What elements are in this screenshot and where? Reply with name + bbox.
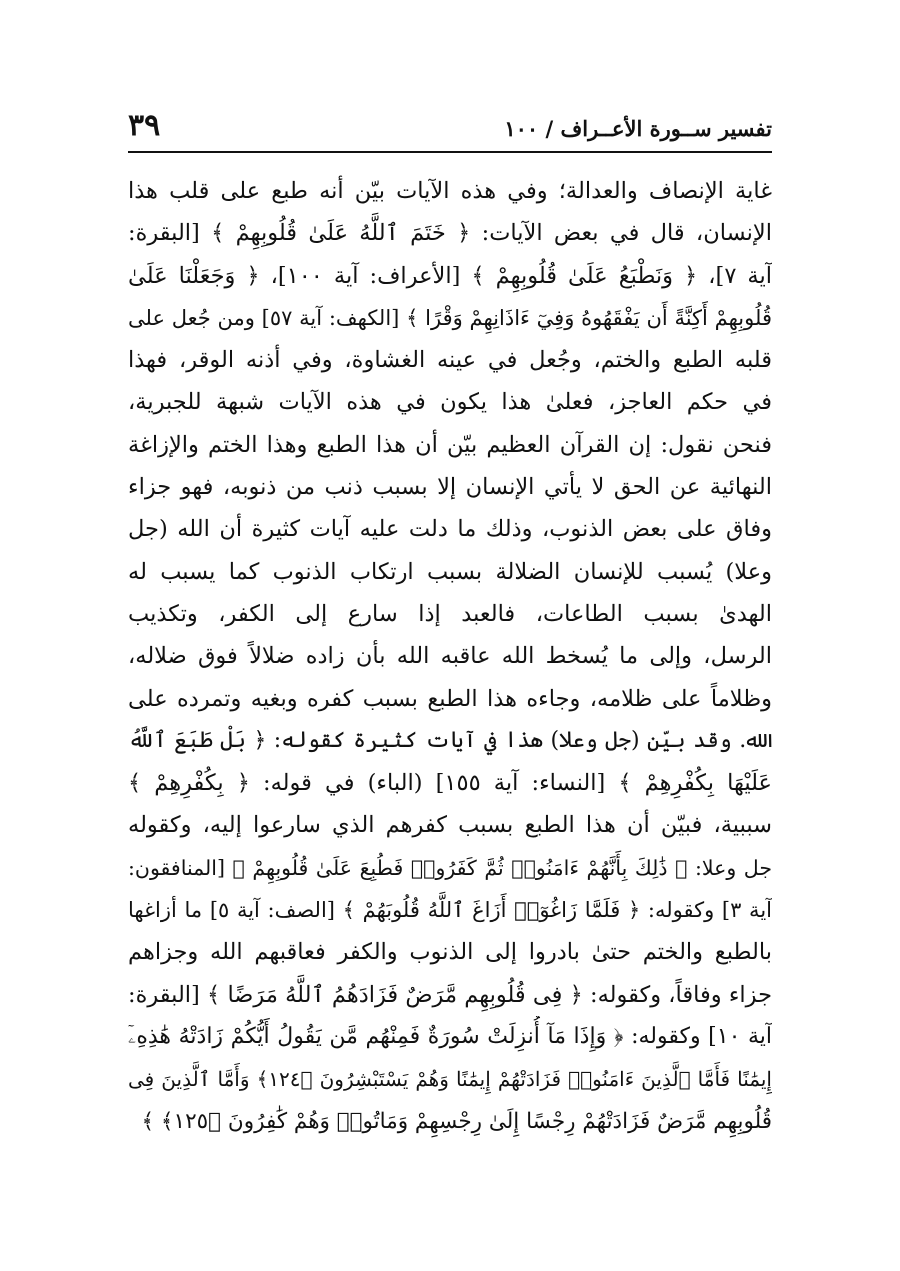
text-line: قلبه الطبع والختم، وجُعل في عينه الغشاوة، وفي أذنه الوقر، فهذا xyxy=(128,347,772,374)
text-line: قُلُوبِهِم مَّرَضٌ فَزَادَتْهُمْ رِجْسًا إِلَىٰ رِجْسِهِمْ وَمَاتُوا۟ وَهُمْ كَٰفِرُونَ ﴿١٢٥﴾ ﴾ xyxy=(141,1108,772,1134)
text-line: الله. وقد بيّن (جل وعلا) هذا في آيات كثيرة كقوله: ﴿ بَلْ طَبَعَ ٱللَّهُ xyxy=(128,727,772,753)
text-line: جل وعلا: ﴿ ذَٰلِكَ بِأَنَّهُمْ ءَامَنُوا۟ ثُمَّ كَفَرُوا۟ فَطُبِعَ عَلَىٰ قُلُوبِهِمْ ﴾ [المنافقون: xyxy=(128,855,772,880)
text-line: الهدىٰ بسبب الطاعات، فالعبد إذا سارع إلى الكفر، وتكذيب xyxy=(128,600,772,627)
text-line: آية ٧]، ﴿ وَنَطْبَعُ عَلَىٰ قُلُوبِهِمْ ﴾ [الأعراف: آية ١٠٠]، ﴿ وَجَعَلْنَا عَلَىٰ xyxy=(128,262,772,289)
text-line: عَلَيْهَا بِكُفْرِهِمْ ﴾ [النساء: آية ١٥٥] (الباء) في قوله: ﴿ بِكُفْرِهِمْ ﴾ xyxy=(128,770,772,797)
text-line: بالطبع والختم حتىٰ بادروا إلى الذنوب والكفر فعاقبهم الله وجزاهم xyxy=(128,939,772,966)
text-line: إِيمَٰنًا فَأَمَّا ٱلَّذِينَ ءَامَنُوا۟ فَزَادَتْهُمْ إِيمَٰنًا وَهُمْ يَسْتَبْشِرُونَ ﴿١٢٤﴾ وَأَمَّا ٱلَّذِينَ فِى xyxy=(128,1067,772,1092)
text-line: الإنسان، قال في بعض الآيات: ﴿ خَتَمَ ٱللَّهُ عَلَىٰ قُلُوبِهِمْ ﴾ [البقرة: xyxy=(128,220,772,247)
text-line: غاية الإنصاف والعدالة؛ وفي هذه الآيات بيّن أنه طبع على قلب هذا xyxy=(128,178,772,204)
page-number: ٣٩ xyxy=(128,108,161,143)
body-text xyxy=(128,170,772,1143)
text-line: آية ٣] وكقوله: ﴿ فَلَمَّا زَاغُوٓا۟ أَزَاغَ ٱللَّهُ قُلُوبَهُمْ ﴾ [الصف: آية ٥] ما أزاغها xyxy=(128,898,772,923)
text-line: في حكم العاجز، فعلىٰ هذا يكون في هذه الآيات شبهة للجبرية، xyxy=(128,389,772,416)
text-line: جزاء وفاقاً، وكقوله: ﴿ فِى قُلُوبِهِم مَّرَضٌ فَزَادَهُمُ ٱللَّهُ مَرَضًا ﴾ [البقرة: xyxy=(128,981,772,1008)
text-line: وفاق على بعض الذنوب، وذلك ما دلت عليه آيات كثيرة أن الله (جل xyxy=(128,516,772,543)
text-line: آية ١٠] وكقوله: ﴿ وَإِذَا مَآ أُنزِلَتْ سُورَةٌ فَمِنْهُم مَّن يَقُولُ أَيُّكُمْ زَادَتْهُ هَٰذِهِۦٓ xyxy=(128,1023,772,1049)
text-line: الرسل، وإلى ما يُسخط الله عاقبه الله بأن زاده ضلالاً فوق ضلاله، xyxy=(128,643,772,670)
text-line: النهائية عن الحق لا يأتي الإنسان إلا بسبب ذنب من ذنوبه، فهو جزاء xyxy=(128,474,772,501)
page-header xyxy=(128,104,772,148)
text-line: وعلا) يُسبب للإنسان الضلالة بسبب ارتكاب الذنوب كما يسبب له xyxy=(128,558,772,585)
running-title: تفسير ســورة الأعــراف / ١٠٠ xyxy=(504,116,772,141)
text-line: وظلاماً على ظلامه، وجاءه هذا الطبع بسبب كفره وبغيه وتمرده على xyxy=(128,685,772,712)
text-line: قُلُوبِهِمْ أَكِنَّةً أَن يَفْقَهُوهُ وَفِيٓ ءَاذَانِهِمْ وَقْرًا ﴾ [الكهف: آية ٥٧] ومن جُعل على xyxy=(128,305,772,330)
text-line: سببية، فبيّن أن هذا الطبع بسبب كفرهم الذي سارعوا إليه، وكقوله xyxy=(128,812,772,839)
header-divider xyxy=(128,151,772,153)
text-line: فنحن نقول: إن القرآن العظيم بيّن أن هذا الطبع وهذا الختم والإزاغة xyxy=(128,431,772,458)
